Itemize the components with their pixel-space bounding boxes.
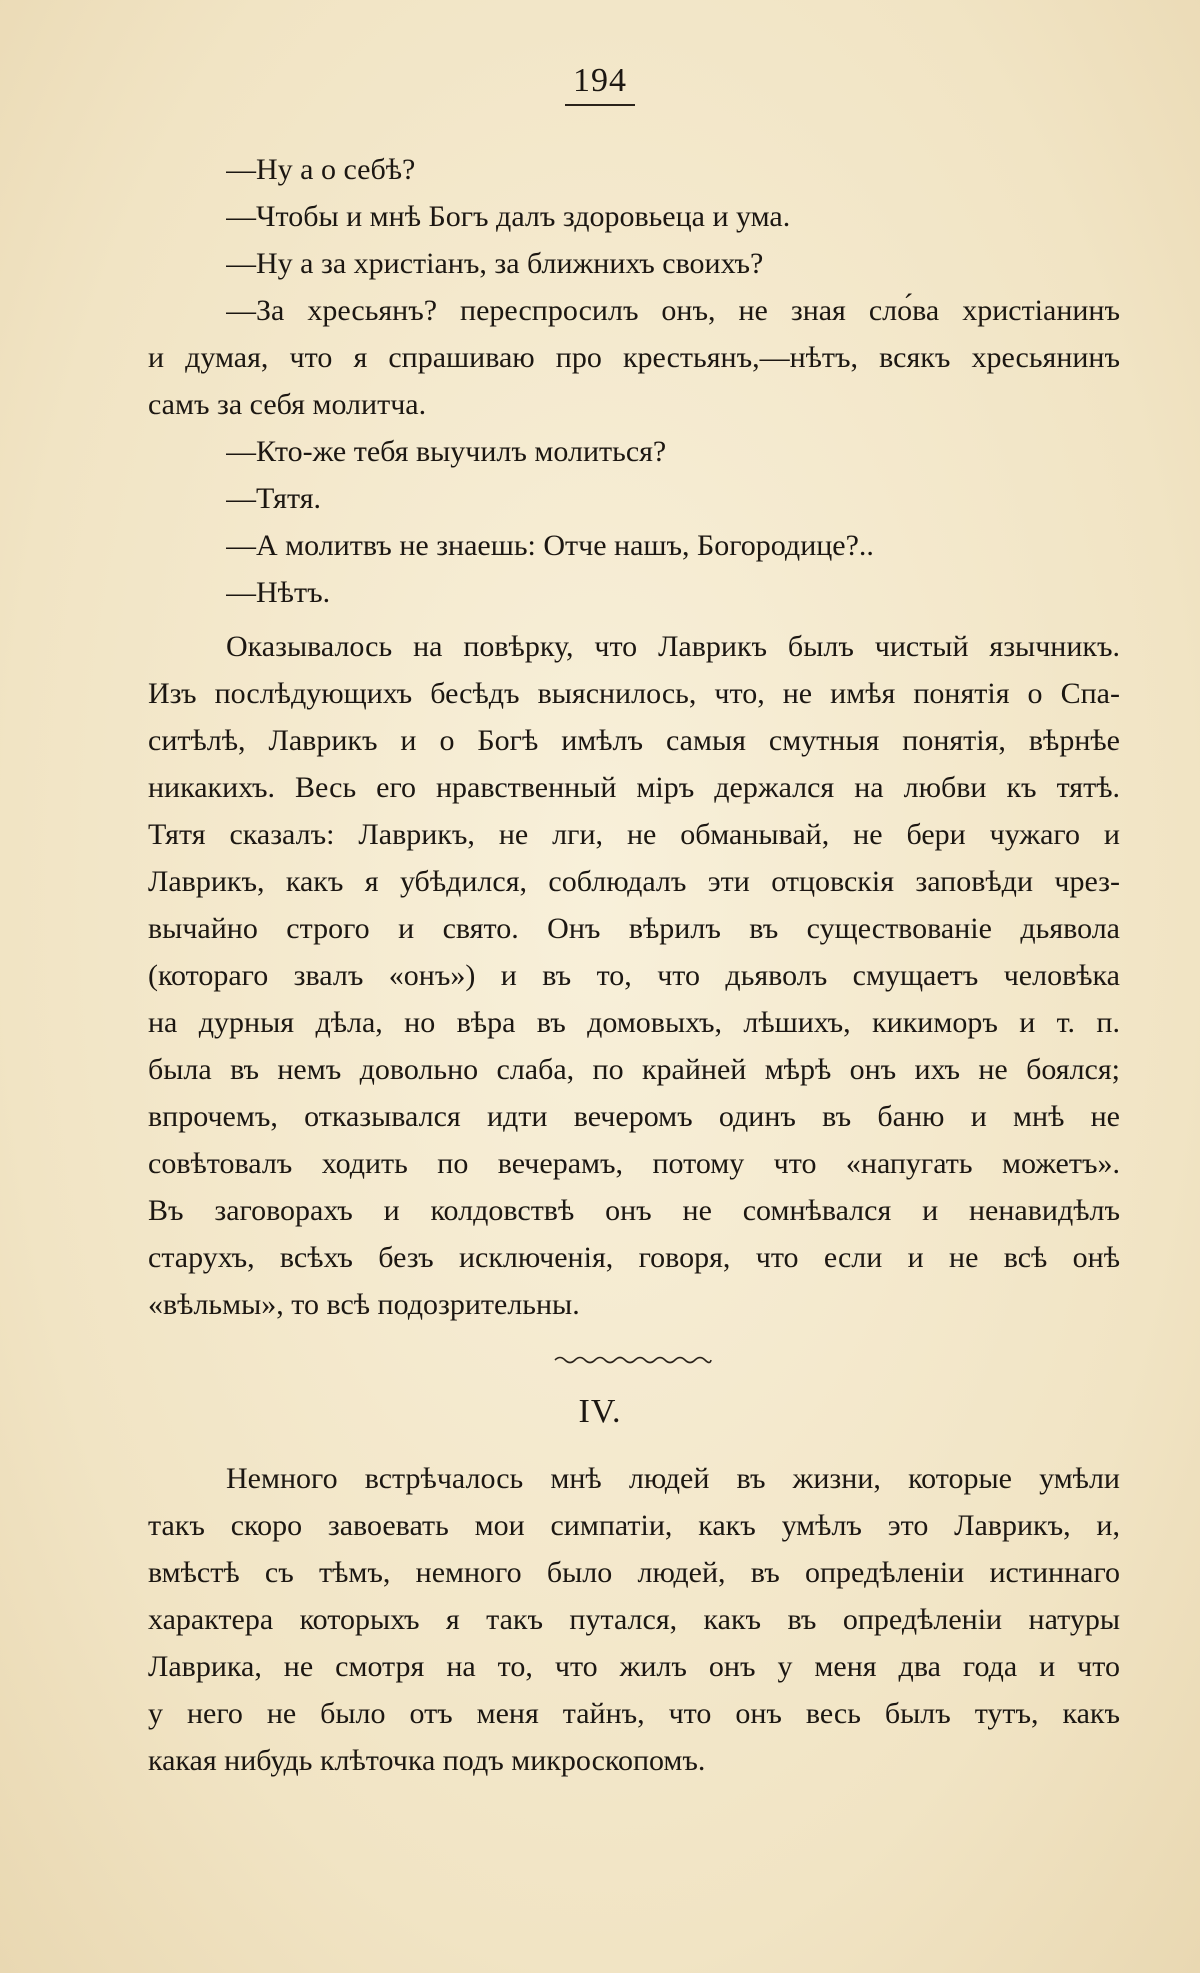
paragraph-line: Немного встрѣчалось мнѣ людей въ жизни, которые умѣли: [226, 1462, 1120, 1495]
paragraph-line: Лаврикъ, какъ я убѣдился, соблюдалъ эти отцовскія заповѣди чрез-: [148, 865, 1120, 898]
paragraph-line: Тятя сказалъ: Лаврикъ, не лги, не обманывай, не бери чужаго и: [148, 818, 1120, 851]
paragraph-line: ситѣлѣ, Лаврикъ и о Богѣ имѣлъ самыя смутныя понятія, вѣрнѣе: [148, 724, 1120, 757]
dialogue-line: —Нѣтъ.: [226, 576, 331, 609]
paragraph-line: Въ заговорахъ и колдовствѣ онъ не сомнѣвался и ненавидѣлъ: [148, 1194, 1120, 1227]
paragraph-line: Изъ послѣдующихъ бесѣдъ выяснилось, что, не имѣя понятія о Спа-: [148, 677, 1120, 710]
dialogue-line: —А молитвъ не знаешь: Отче нашъ, Богородице?..: [226, 529, 874, 562]
paragraph-line: вычайно строго и свято. Онъ вѣрилъ въ существованіе дьявола: [148, 912, 1120, 945]
dialogue-line: —Ну а за христіанъ, за ближнихъ своихъ?: [226, 247, 764, 280]
paragraph-line: характера которыхъ я такъ путался, какъ въ опредѣленіи натуры: [148, 1603, 1120, 1636]
dialogue-line: —За хресьянъ? переспросилъ онъ, не зная сло́ва христіанинъ: [226, 294, 1120, 327]
paragraph-line: какая нибудь клѣточка подъ микроскопомъ.: [148, 1744, 706, 1777]
paragraph-line: никакихъ. Весь его нравственный міръ держался на любви къ тятѣ.: [148, 771, 1120, 804]
paragraph-line: была въ немъ довольно слаба, по крайней мѣрѣ онъ ихъ не боялся;: [148, 1053, 1120, 1086]
wavy-separator: [553, 1354, 713, 1366]
paragraph-line: впрочемъ, отказывался идти вечеромъ одинъ въ баню и мнѣ не: [148, 1100, 1120, 1133]
dialogue-line: —Кто-же тебя выучилъ молиться?: [226, 435, 667, 468]
dialogue-line: —Чтобы и мнѣ Богъ далъ здоровьеца и ума.: [226, 200, 791, 233]
dialogue-line: самъ за себя молитча.: [148, 388, 427, 421]
paragraph-line: на дурныя дѣла, но вѣра въ домовыхъ, лѣшихъ, кикиморъ и т. п.: [148, 1006, 1120, 1039]
dialogue-line: и думая, что я спрашиваю про крестьянъ,—нѣтъ, всякъ хресьянинъ: [148, 341, 1120, 374]
paragraph-line: Лаврика, не смотря на то, что жилъ онъ у меня два года и что: [148, 1650, 1120, 1683]
section-title: IV.: [578, 1393, 622, 1430]
dialogue-line: —Тятя.: [226, 482, 321, 515]
paragraph-line: старухъ, всѣхъ безъ исключенія, говоря, что если и не всѣ онѣ: [148, 1241, 1120, 1274]
paragraph-line: у него не было отъ меня тайнъ, что онъ весь былъ тутъ, какъ: [148, 1697, 1120, 1730]
paragraph-line: (котораго звалъ «онъ») и въ то, что дьяволъ смущаетъ человѣка: [148, 959, 1120, 992]
paragraph-line: вмѣстѣ съ тѣмъ, немного было людей, въ опредѣленіи истиннаго: [148, 1556, 1120, 1589]
paragraph-line: Оказывалось на повѣрку, что Лаврикъ былъ чистый язычникъ.: [226, 630, 1120, 663]
paragraph-line: совѣтовалъ ходить по вечерамъ, потому что «напугать можетъ».: [148, 1147, 1120, 1180]
page-number: 194: [565, 64, 635, 106]
paragraph-line: такъ скоро завоевать мои симпатіи, какъ умѣлъ это Лаврикъ, и,: [148, 1509, 1120, 1542]
paragraph-line: «вѣльмы», то всѣ подозрительны.: [148, 1288, 580, 1321]
dialogue-line: —Ну а о себѣ?: [226, 153, 416, 186]
